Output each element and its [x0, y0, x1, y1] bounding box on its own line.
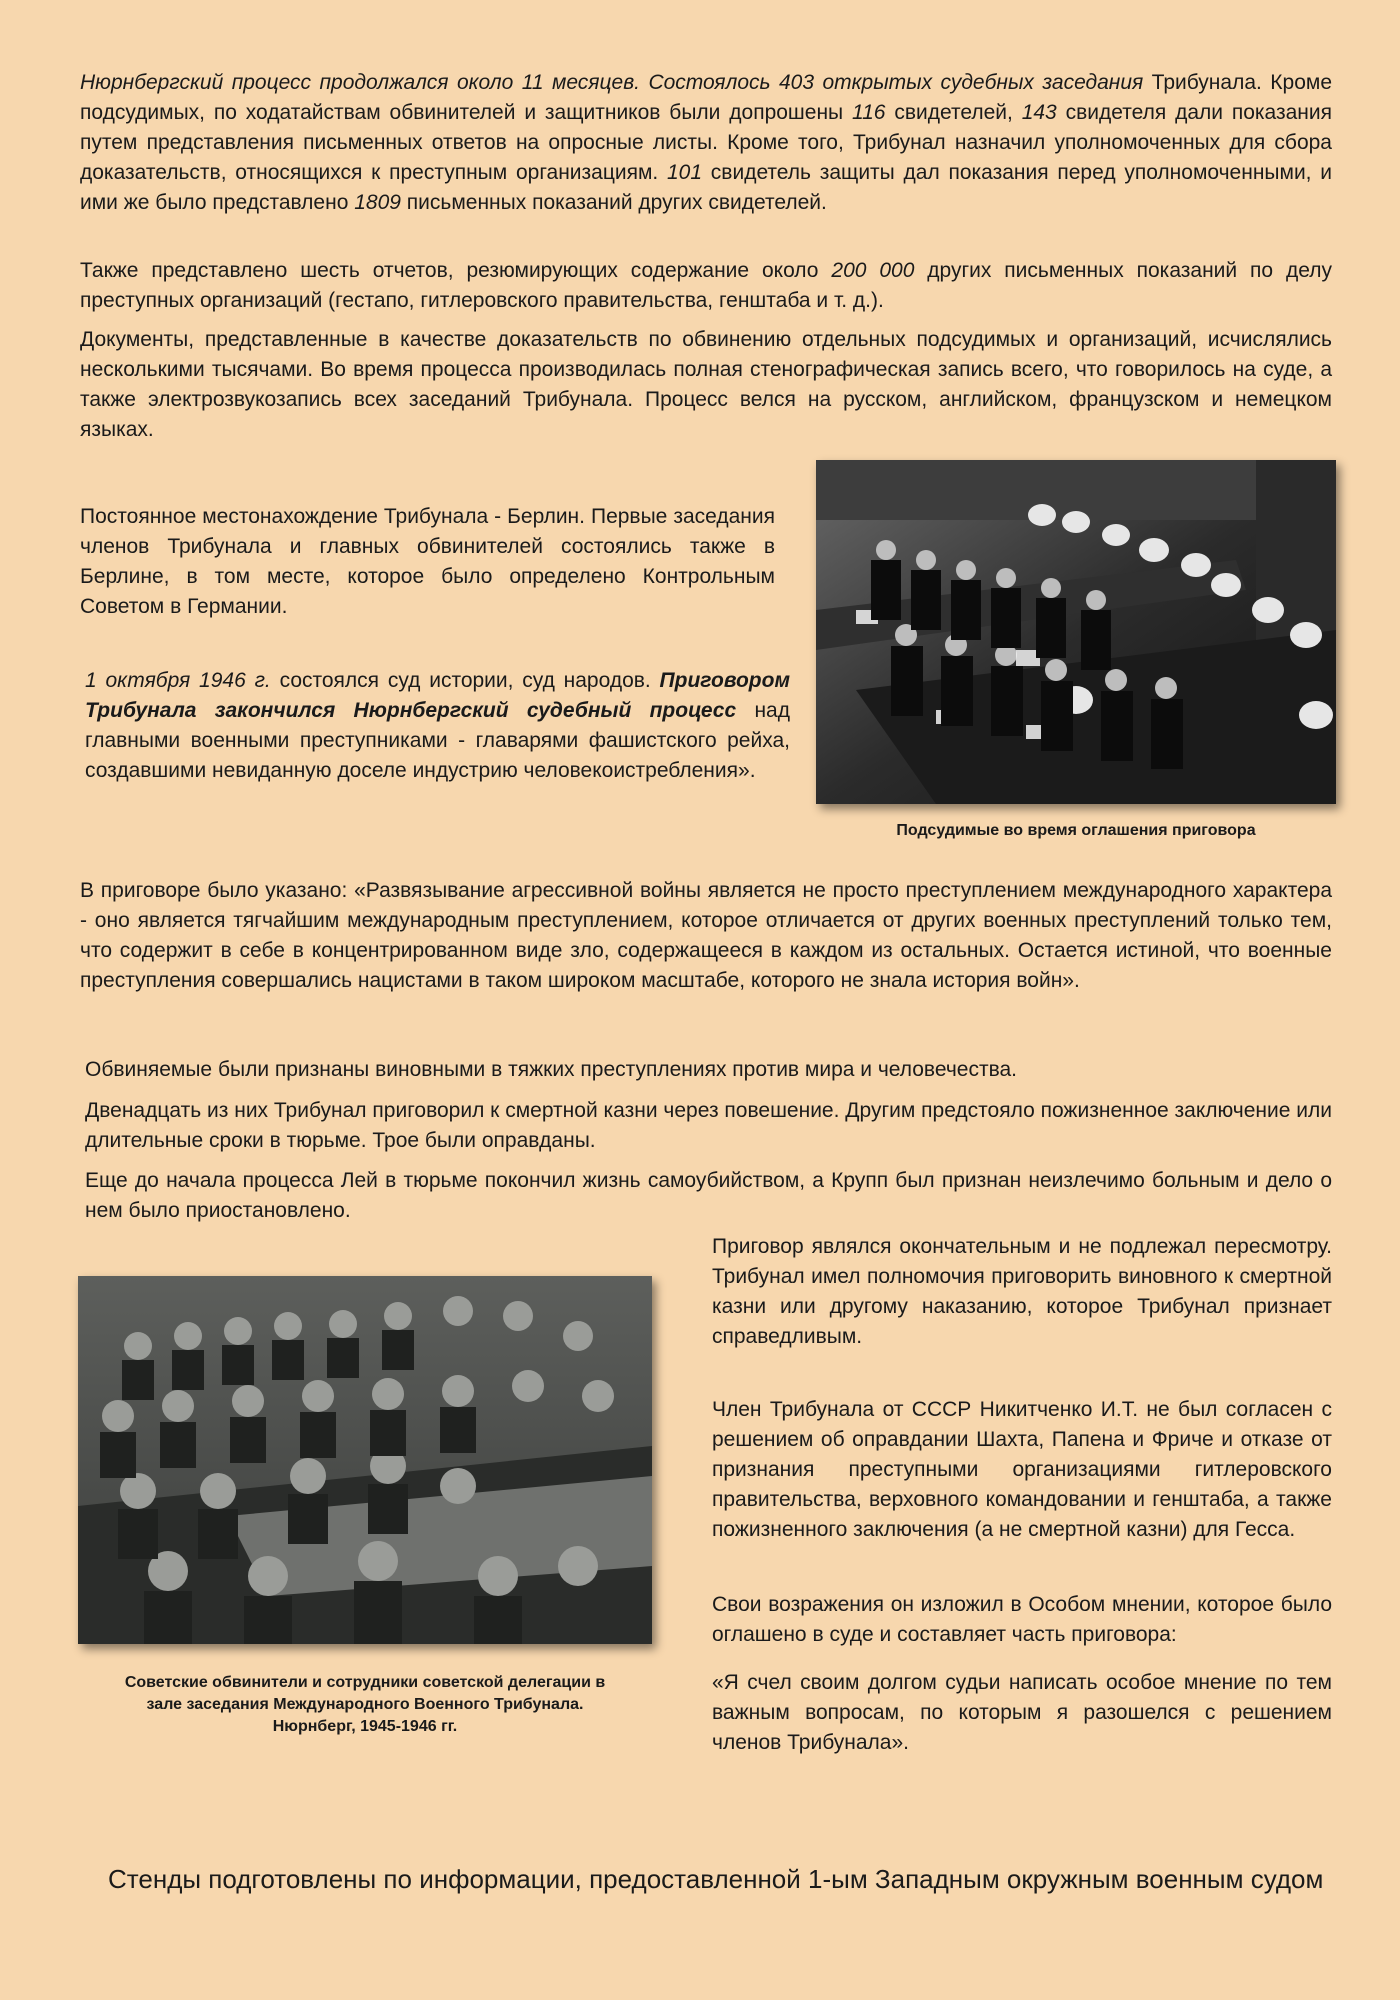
number-written-witnesses: 143 [1021, 101, 1057, 124]
verdict-date: 1 октября 1946 г. [85, 669, 271, 692]
text-run: над главными военными преступниками - главарями фашистского рейха, создавшими невиданную доселе индустрию человекоистребления». [85, 699, 790, 782]
caption-line: Советские обвинители и сотрудники советской делегации в [124, 1674, 606, 1691]
paragraph-tribunal-location: Постоянное местонахождение Трибунала - Берлин. Первые заседания членов Трибунала и главных обвинителей состоялись также в Берлине, в том месте, которое было определено Контрольным Советом в Германии. [80, 505, 775, 618]
paragraph-verdict-date [85, 666, 790, 786]
paragraph-objections: Свои возражения он изложил в Особом мнении, которое было оглашено в суде и составляет часть приговора: [712, 1593, 1332, 1646]
text-run: свидетель защиты дал показания перед уполномоченными, и ими же было представлено [80, 161, 1332, 214]
number-witnesses: 116 [852, 101, 886, 124]
text-run: свидетеля дали показания путем представления письменных ответов на опросные листы. Кроме того, Трибунал назначил уполномоченных для сбора доказательств, относящихся к преступным организациям. [80, 101, 1332, 184]
number-defense-witnesses: 101 [667, 161, 703, 184]
caption-soviet-delegation [78, 1672, 652, 1738]
text-run: Также представлено шесть отчетов, резюмирующих содержание около [80, 259, 832, 282]
text-run: состоялся суд истории, суд народов. [270, 669, 660, 692]
paragraph-final-verdict: Приговор являлся окончательным и не подлежал пересмотру. Трибунал имел полномочия приговорить виновного к смертной казни или другому наказанию, которое Трибунал признает справедливым. [712, 1235, 1332, 1348]
photo-defendants-image [816, 460, 1336, 804]
intro-italic-text: Нюрнбергский процесс продолжался около 11 месяцев. Состоялось 403 открытых судебных заседания [80, 71, 1144, 94]
photo-soviet-delegation [78, 1276, 652, 1644]
text-run: Трибунала. Кроме подсудимых, по ходатайствам обвинителей и защитников были допрошены [80, 71, 1332, 124]
paragraph-verdict-quote: В приговоре было указано: «Развязывание агрессивной войны является не просто преступлением международного характера - оно является тягчайшим международным преступлением, которое отличается от других военных преступлений только тем, что содержит в себе в концентрированном виде зло, содержащееся в каждом из остальных. Остается истиной, что военные преступления совершались нацистами в таком широком масштабе, которого не знала история войн». [80, 879, 1332, 992]
photo-soviet-delegation-image [78, 1276, 652, 1644]
number-written-statements: 1809 [354, 191, 401, 214]
photo-defendants [816, 460, 1336, 804]
paragraph-ley-krupp: Еще до начала процесса Лей в тюрьме покончил жизнь самоубийством, а Крупп был признан неизлечимо больным и дело о нем было приостановлено. [85, 1169, 1332, 1222]
caption-line: зале заседания Международного Военного Трибунала. [146, 1696, 584, 1713]
verdict-emphasis: Приговором Трибунала закончился Нюрнбергский судебный процесс [85, 669, 790, 722]
number-statements: 200 000 [831, 259, 915, 282]
paragraph-process-duration [80, 68, 1332, 218]
text-run: свидетелей, [885, 101, 1022, 124]
footer-credit: Стенды подготовлены по информации, предоставленной 1-ым Западным окружным военным судом [108, 1864, 1324, 1894]
paragraph-guilty: Обвиняемые были признаны виновными в тяжких преступлениях против мира и человечества. [85, 1058, 1018, 1081]
paragraph-documents: Документы, представленные в качестве доказательств по обвинению отдельных подсудимых и организаций, исчислялись несколькими тысячами. Во время процесса производилась полная стенографическая запись всего, что говорилось на суде, а также электрозвукозапись всех заседаний Трибунала. Процесс велся на русском, английском, французском и немецком языках. [80, 328, 1332, 441]
paragraph-sentences: Двенадцать из них Трибунал приговорил к смертной казни через повешение. Другим предстояло пожизненное заключение или длительные сроки в тюрьме. Трое были оправданы. [85, 1099, 1332, 1152]
paragraph-dissent-quote: «Я счел своим долгом судьи написать особое мнение по тем важным вопросам, по которым я разошелся с решением членов Трибунала». [712, 1671, 1332, 1754]
paragraph-reports [80, 256, 1332, 316]
paragraph-nikitchenko: Член Трибунала от СССР Никитченко И.Т. не был согласен с решением об оправдании Шахта, Папена и Фриче и отказе от признания преступными организациями гитлеровского правительства, верховного командовании и генштаба, а также пожизненного заключения (а не смертной казни) для Гесса. [712, 1398, 1332, 1541]
text-run: письменных показаний других свидетелей. [400, 191, 827, 214]
caption-defendants: Подсудимые во время оглашения приговора [896, 822, 1256, 839]
caption-line: Нюрнберг, 1945-1946 гг. [272, 1718, 458, 1735]
text-run: других письменных показаний по делу преступных организаций (гестапо, гитлеровского правительства, генштаба и т. д.). [80, 259, 1332, 312]
